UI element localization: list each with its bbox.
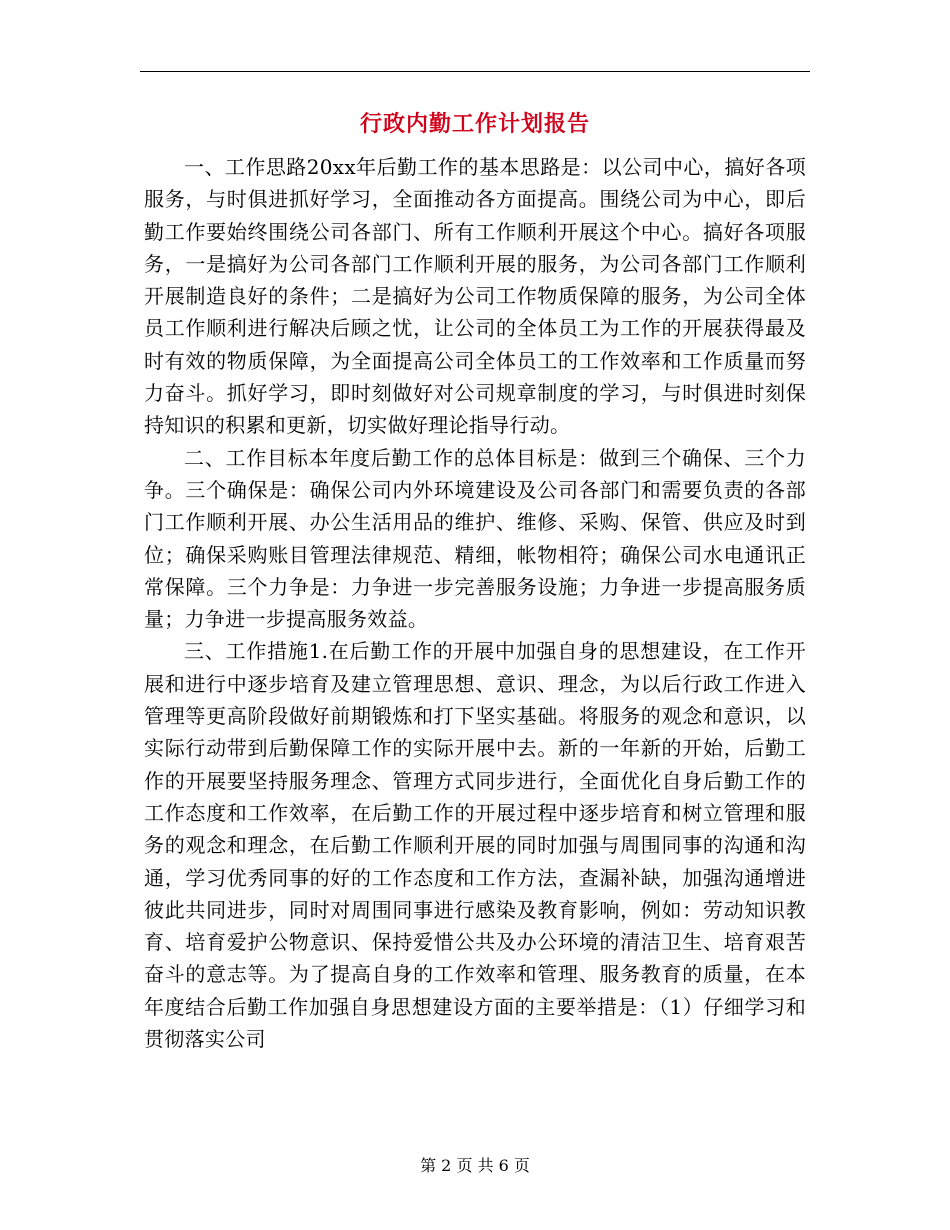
header-rule bbox=[140, 71, 810, 72]
document-body bbox=[144, 151, 806, 1055]
page-number: 第 2 页 共 6 页 bbox=[420, 1156, 530, 1175]
paragraph-work-measures: 三、工作措施1.在后勤工作的开展中加强自身的思想建设，在工作开展和进行中逐步培育及建立管理思想、意识、理念，为以后行政工作进入管理等更高阶段做好前期锻炼和打下坚实基础。将服务的观念和意识，以实际行动带到后勤保障工作的实际开展中去。新的一年新的开始，后勤工作的开展要坚持服务理念、管理方式同步进行，全面优化自身后勤工作的工作态度和工作效率，在后勤工作的开展过程中逐步培育和树立管理和服务的观念和理念，在后勤工作顺利开展的同时加强与周围同事的沟通和沟通，学习优秀同事的好的工作态度和工作方法，查漏补缺，加强沟通增进彼此共同进步，同时对周围同事进行感染及教育影响，例如：劳动知识教育、培育爱护公物意识、保持爱惜公共及办公环境的清洁卫生、培育艰苦奋斗的意志等。为了提高自身的工作效率和管理、服务教育的质量，在本年度结合后勤工作加强自身思想建设方面的主要举措是：（1）仔细学习和贯彻落实公司 bbox=[144, 639, 806, 1052]
paragraph-work-goals: 二、工作目标本年度后勤工作的总体目标是：做到三个确保、三个力争。三个确保是：确保公司内外环境建设及公司各部门和需要负责的各部门工作顺利开展、办公生活用品的维护、维修、采购、保管、供应及时到位；确保采购账目管理法律规范、精细，帐物相符；确保公司水电通讯正常保障。三个力争是：力争进一步完善服务设施；力争进一步提高服务质量；力争进一步提高服务效益。 bbox=[144, 445, 806, 632]
document-title: 行政内勤工作计划报告 bbox=[359, 111, 590, 137]
paragraph-work-approach: 一、工作思路20xx年后勤工作的基本思路是：以公司中心，搞好各项服务，与时俱进抓好学习，全面推动各方面提高。围绕公司为中心，即后勤工作要始终围绕公司各部门、所有工作顺利开展这个中心。搞好各项服务，一是搞好为公司各部门工作顺利开展的服务，为公司各部门工作顺利开展制造良好的条件；二是搞好为公司工作物质保障的服务，为公司全体员工作顺利进行解决后顾之忧，让公司的全体员工为工作的开展获得最及时有效的物质保障，为全面提高公司全体员工的工作效率和工作质量而努力奋斗。抓好学习，即时刻做好对公司规章制度的学习，与时俱进时刻保持知识的积累和更新，切实做好理论指导行动。 bbox=[144, 155, 806, 438]
